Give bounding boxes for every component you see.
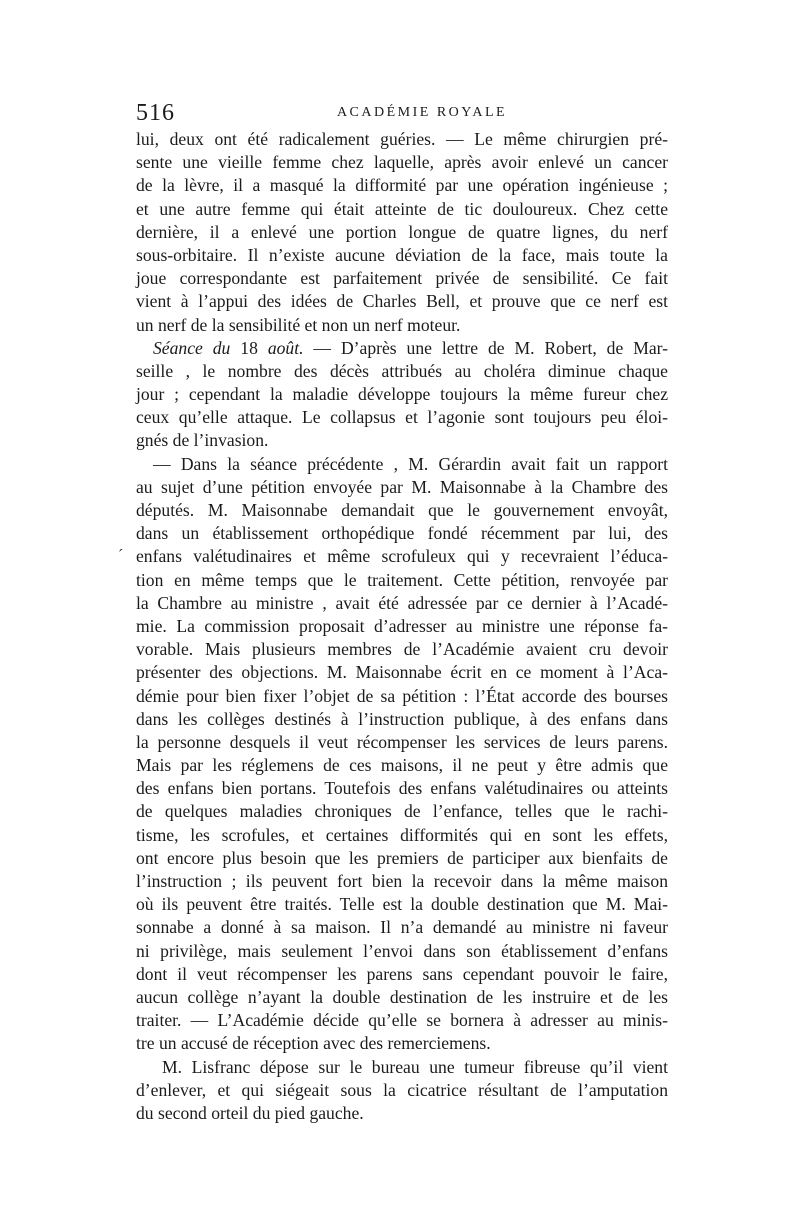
text-line: tion en même temps que le traitement. Cette pétition, renvoyée par <box>136 569 668 590</box>
text-line: vient à l’appui des idées de Charles Bell, et prouve que ce nerf est <box>136 291 668 312</box>
text-line: présenter des objections. M. Maisonnabe écrit en ce moment à l’Aca- <box>136 662 668 683</box>
text-line: — Dans la séance précédente , M. Gérardin avait fait un rapport <box>153 453 668 474</box>
text-line: sous-orbitaire. Il n’existe aucune déviation de la face, mais toute la <box>136 244 668 265</box>
text-line: d’enlever, et qui siégeait sous la cicatrice résultant de l’amputation <box>136 1079 668 1100</box>
text-line: Mais par les réglemens de ces maisons, il ne peut y être admis que <box>136 755 668 776</box>
seance-heading-line <box>136 337 668 360</box>
text-line: mie. La commission proposait d’adresser au ministre une réponse fa- <box>136 615 668 636</box>
text-line: démie pour bien fixer l’objet de sa pétition : l’État accorde des bourses <box>136 685 668 706</box>
margin-mark: ˊ <box>118 547 124 564</box>
text-line: dans les collèges destinés à l’instruction publique, à des enfans dans <box>136 708 668 729</box>
text-line: la Chambre au ministre , avait été adressée par ce dernier à l’Acadé- <box>136 592 668 613</box>
text-line: du second orteil du pied gauche. <box>136 1102 364 1123</box>
text-line: au sujet d’une pétition envoyée par M. Maisonnabe à la Chambre des <box>136 476 668 497</box>
text-line: aucun collège n’ayant la double destination de les instruire et de les <box>136 986 668 1007</box>
running-title: ACADÉMIE ROYALE <box>336 105 508 120</box>
text-line: ceux qu’elle attaque. Le collapsus et l’agonie sont toujours peu éloi- <box>136 407 668 428</box>
text-line: vorable. Mais plusieurs membres de l’Académie avaient cru devoir <box>136 639 668 660</box>
text-line: gnés de l’invasion. <box>136 430 269 451</box>
text-line: traiter. — L’Académie décide qu’elle se bornera à adresser au minis- <box>136 1010 668 1031</box>
text-line: de la lèvre, il a masqué la difformité par une opération ingénieuse ; <box>136 175 668 196</box>
text-line: la personne desquels il veut récompenser les services de leurs parens. <box>136 731 668 752</box>
text-line: ont encore plus besoin que les premiers de participer aux bienfaits de <box>136 847 668 868</box>
page-number: 516 <box>136 100 175 126</box>
text-line: et une autre femme qui était atteinte de tic douloureux. Chez cette <box>136 198 668 219</box>
text-line: sente une vieille femme chez laquelle, après avoir enlevé un cancer <box>136 152 668 173</box>
text-line: dans un établissement orthopédique fondé récemment par lui, des <box>136 523 668 544</box>
text-line: seille , le nombre des décès attribués au choléra diminue chaque <box>136 360 668 381</box>
text-line: un nerf de la sensibilité et non un nerf moteur. <box>136 314 461 335</box>
seance-label: Séance du <box>153 337 231 358</box>
text-line: où ils peuvent être traités. Telle est la double destination que M. Mai- <box>136 894 668 915</box>
body-text <box>136 128 668 1125</box>
seance-month: août. <box>267 337 304 358</box>
text-line: jour ; cependant la maladie développe toujours la même fureur chez <box>136 384 668 405</box>
text-line: dernière, il a enlevé une portion longue de quatre lignes, du nerf <box>136 221 668 242</box>
text-line: de quelques maladies chroniques de l’enfance, telles que le rachi- <box>136 801 668 822</box>
seance-text: — D’après une lettre de M. Robert, de Mar- <box>303 337 669 358</box>
text-line: lui, deux ont été radicalement guéries. — Le même chirurgien pré- <box>136 129 668 149</box>
text-line: l’instruction ; ils peuvent fort bien la recevoir dans la même maison <box>136 871 668 891</box>
text-line: enfans valétudinaires et même scrofuleux qui y recevraient l’éduca- <box>136 546 668 567</box>
text-line: joue correspondante est parfaitement privée de sensibilité. Ce fait <box>136 268 668 289</box>
page-header <box>136 100 668 126</box>
text-line: tre un accusé de réception avec des remerciemens. <box>136 1033 491 1054</box>
text-line: ni privilège, mais seulement l’envoi dans son établissement d’enfans <box>136 940 668 961</box>
text-line: tisme, les scrofules, et certaines difformités qui en sont les effets, <box>136 824 668 845</box>
text-line: sonnabe a donné à sa maison. Il n’a demandé au ministre ni faveur <box>136 917 668 938</box>
text-line: députés. M. Maisonnabe demandait que le gouvernement envoyât, <box>136 500 668 520</box>
text-line: M. Lisfranc dépose sur le bureau une tumeur fibreuse qu’il vient <box>162 1056 668 1077</box>
text-line: dont il veut récompenser les parens sans cependant pouvoir le faire, <box>136 963 668 984</box>
seance-date: 18 <box>240 337 258 358</box>
text-line: des enfans bien portans. Toutefois des enfans valétudinaires ou atteints <box>136 778 668 799</box>
